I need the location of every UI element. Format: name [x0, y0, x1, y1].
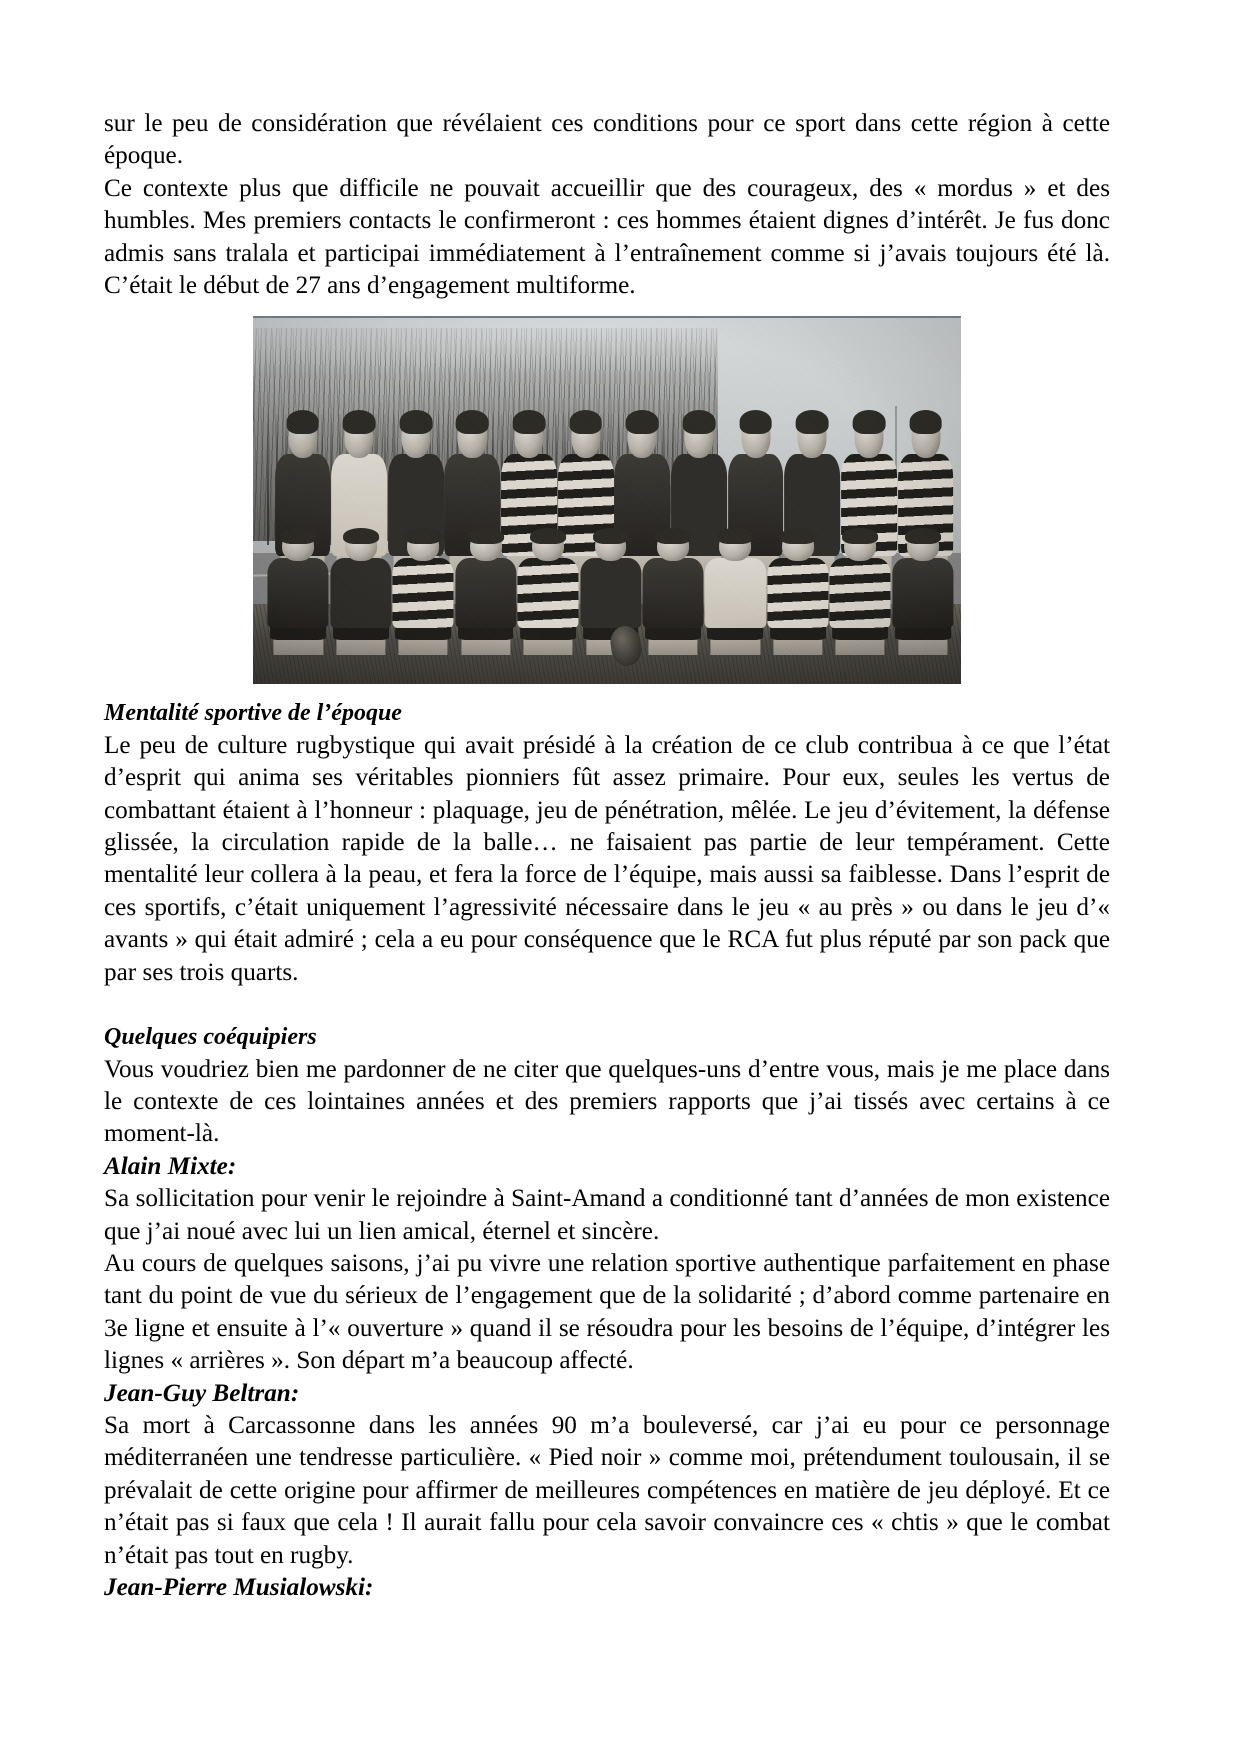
teammate-alain-mixte-paragraph-2: Au cours de quelques saisons, j’ai pu vivre une relation sportive authentique parfaitement en phase tant du point de vue du sérieux de l’engagement que de la solidarité ; d’abord comme partenaire en 3e ligne et ensuite à l’« ouverture » quand il se résoudra pour les besoins de l’équipe, d’intégrer les lignes « arrières ». Son départ m’a beaucoup affecté. [104, 1249, 1110, 1375]
teammate-name-jean-guy-beltran: Jean-Guy Beltran: [104, 1379, 300, 1407]
section-heading-quelques-coequipiers: Quelques coéquipiers [104, 1024, 317, 1051]
teammate-jean-guy-beltran-paragraph-1: Sa mort à Carcassonne dans les années 90 m’a bouleversé, car j’ai eu pour ce personnage méditerranéen une tendresse particulière. « Pied noir » comme moi, prétendument toulousain, il se prévalait de cette origine pour affirmer de meilleures compétences en matière de jeu déployé. Et ce n’était pas si faux que cela ! Il aurait fallu pour cela savoir convaincre ces « chtis » que le combat n’était pas tout en rugby. [104, 1411, 1110, 1569]
player-figure [515, 531, 581, 655]
player-figure [765, 531, 831, 655]
section-heading-mentalite-sportive: Mentalité sportive de l’époque [104, 700, 402, 727]
section-spacer [104, 989, 1110, 1021]
player-figure [827, 531, 893, 655]
section-mentalite-paragraph: Le peu de culture rugbystique qui avait présidé à la création de ce club contribua à ce que l’état d’esprit qui anima ses véritables pionniers fût assez primaire. Pour eux, seules les vertus de combattant étaient à l’honneur : plaquage, jeu de pénétration, mêlée. Le jeu d’évitement, la défense glissée, la circulation rapide de la balle… ne faisaient pas partie de leur tempérament. Cette mentalité leur collera à la peau, et fera la force de l’équipe, mais aussi sa faiblesse. Dans l’esprit de ces sportifs, c’était uniquement l’agressivité nécessaire dans le jeu « au près » ou dans le jeu d’« avants » qui était admiré ; cela a eu pour conséquence que le RCA fut plus réputé par son pack que par ses trois quarts. [104, 731, 1110, 986]
player-figure [390, 531, 456, 655]
teammate-alain-mixte-paragraph-1: Sa sollicitation pour venir le rejoindre à Saint-Amand a conditionné tant d’années de mon existence que j’ai noué avec lui un lien amical, éternel et sincère. [104, 1185, 1110, 1245]
player-figure [265, 531, 331, 655]
team-photo-container [104, 316, 1110, 684]
section-coequipiers-intro: Vous voudriez bien me pardonner de ne citer que quelques-uns d’entre vous, mais je me place dans le contexte de ces lointaines années et des premiers rapports que j’ai tissés avec certains à ce moment-là. [104, 1055, 1110, 1148]
opening-paragraph-2: Ce contexte plus que difficile ne pouvait accueillir que des courageux, des « mordus » et des humbles. Mes premiers contacts le confirmeront : ces hommes étaient dignes d’intérêt. Je fus donc admis sans tralala et participai immédiatement à l’entraînement comme si j’avais toujours été là. C’était le début de 27 ans d’engagement multiforme. [104, 174, 1110, 300]
teammate-name-jean-pierre-musialowski: Jean-Pierre Musialowski: [104, 1574, 374, 1601]
player-figure [702, 531, 768, 655]
opening-paragraph-1: sur le peu de considération que révélaient ces conditions pour ce sport dans cette région à cette époque. [104, 110, 1110, 170]
player-figure [328, 531, 394, 655]
team-photograph [253, 316, 961, 684]
teammate-name-alain-mixte: Alain Mixte: [104, 1152, 237, 1180]
player-figure [890, 531, 956, 655]
player-figure [640, 531, 706, 655]
player-figure [452, 531, 518, 655]
